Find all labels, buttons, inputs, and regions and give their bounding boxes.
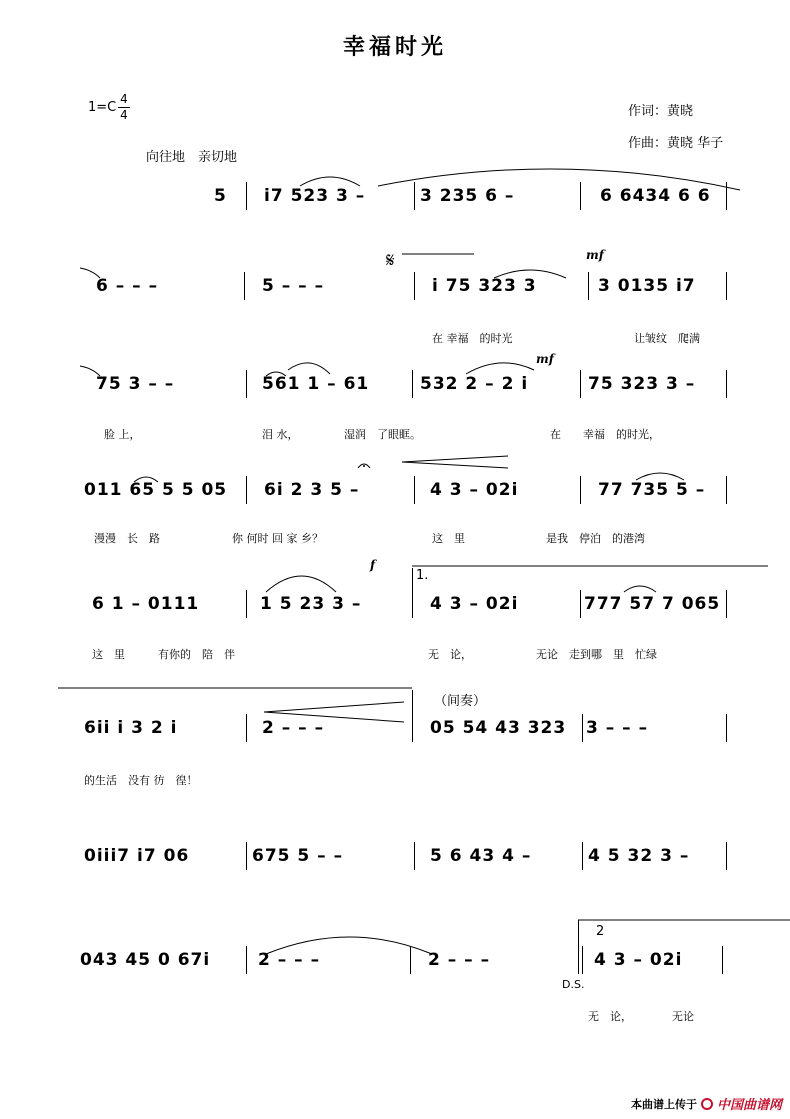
dynamic-f: f: [370, 558, 376, 572]
composer-credit: 作曲：黄晓 华子: [628, 136, 724, 151]
slur: [288, 363, 330, 374]
slur: [378, 169, 740, 190]
row8-measure3: 2 – – –: [428, 950, 491, 970]
lyric-line: 在 幸福 的时光，: [550, 428, 660, 441]
site-logo-icon: [701, 1098, 713, 1110]
row7-measure2: 675 5 – –: [252, 846, 344, 866]
slur: [636, 473, 684, 480]
row2-measure3: i 75 323 3: [432, 276, 537, 296]
row5-measure2: 1 5 23 3 –: [260, 594, 362, 614]
row1-measure2: 3 235 6 –: [420, 186, 515, 206]
row5-measure3: 4 3 – 02i: [430, 594, 519, 614]
row5-measure1: 6 1 – 0111: [92, 594, 200, 614]
slur: [134, 477, 158, 482]
lyric-line: 漫漫 长 路: [94, 532, 160, 545]
time-sig-bottom: 4: [118, 107, 130, 123]
slur: [266, 372, 286, 376]
lyric-line: 你 何时 回 家 乡？: [232, 532, 323, 545]
slur: [300, 177, 360, 186]
slur: [494, 270, 566, 278]
lyric-line: 让皱纹 爬满: [634, 332, 700, 345]
slur: [80, 366, 100, 376]
row7-measure1: 0iii7 i7 06: [84, 846, 190, 866]
lyric-line: 脸 上，: [104, 428, 141, 441]
row7-measure3: 5 6 43 4 –: [430, 846, 532, 866]
site-logo: [631, 1094, 782, 1113]
row6-measure4: 3 – – –: [586, 718, 649, 738]
decrescendo-hairpin: [264, 702, 404, 722]
row1-pickup: 5: [214, 186, 227, 206]
slur: [266, 576, 336, 592]
slur: [266, 937, 432, 954]
row3-measure1: 75 3 – –: [96, 374, 175, 394]
row2-measure1: 6 – – –: [96, 276, 159, 296]
row4-measure4: 77 735 5 –: [598, 480, 706, 500]
volta-1: 1.: [416, 568, 429, 583]
row1-measure3: 6 6434 6 6: [600, 186, 711, 206]
row4-measure1: 011 65 5 5 05: [84, 480, 228, 500]
slur: [80, 268, 100, 278]
row2-measure4: 3 0135 i7: [598, 276, 696, 296]
row3-measure4: 75 323 3 –: [588, 374, 696, 394]
row8-measure1: 043 45 0 67i: [80, 950, 211, 970]
ds-mark: D.S.: [562, 978, 585, 991]
decrescendo-hairpin: [402, 456, 508, 468]
segno-sign: 𝄋: [386, 248, 395, 272]
time-sig-top: 4: [120, 92, 128, 106]
lyric-line: 无 论，: [588, 1010, 632, 1023]
row3-measure2: 561 1 – 61: [262, 374, 370, 394]
lyric-line: 的生活 没有 彷 徨！: [84, 774, 198, 787]
site-name: 中国曲谱网: [716, 1098, 782, 1113]
dynamic-mf: mf: [586, 248, 604, 262]
row2-measure2: 5 – – –: [262, 276, 325, 296]
upload-text: 本曲谱上传于: [630, 1097, 697, 1111]
dynamic-mf: mf: [536, 352, 554, 366]
interlude-label: （间奏）: [434, 694, 487, 709]
row6-measure1: 6ii i 3 2 i: [84, 718, 178, 738]
lyric-line: 这 里 有你的 陪 伴: [92, 648, 235, 661]
lyric-line: 湿润 了眼眶。: [344, 428, 421, 441]
lyric-line: 是我 停泊 的港湾: [546, 532, 645, 545]
row7-measure4: 4 5 32 3 –: [588, 846, 690, 866]
fermata-dot: [363, 465, 365, 467]
lyric-line: 无 论，: [428, 648, 472, 661]
lyricist-credit: 作词：黄晓: [628, 104, 694, 119]
key-signature: 1=C: [88, 100, 117, 115]
lyric-line: 泪 水，: [262, 428, 299, 441]
volta-2: 2: [596, 924, 605, 939]
row6-measure3: 05 54 43 323: [430, 718, 567, 738]
row4-measure3: 4 3 – 02i: [430, 480, 519, 500]
row1-measure1: i7 523 3 –: [264, 186, 366, 206]
row8-measure4: 4 3 – 02i: [594, 950, 683, 970]
row3-measure3: 532 2 – 2 i: [420, 374, 529, 394]
row8-measure2: 2 – – –: [258, 950, 321, 970]
lyric-line: 无论: [672, 1010, 694, 1023]
row5-measure4: 777 57 7 065: [584, 594, 721, 614]
row6-measure2: 2 – – –: [262, 718, 325, 738]
song-title: 幸福时光: [342, 34, 447, 60]
expression-mark: 向往地 亲切地: [146, 150, 238, 165]
slur: [624, 586, 656, 592]
lyric-line: 在 幸福 的时光: [432, 332, 513, 345]
lyric-line: 无论 走到哪 里 忙绿: [536, 648, 657, 661]
row4-measure2: 6i 2 3 5 –: [264, 480, 360, 500]
slur: [466, 363, 534, 374]
lyric-line: 这 里: [432, 532, 465, 545]
